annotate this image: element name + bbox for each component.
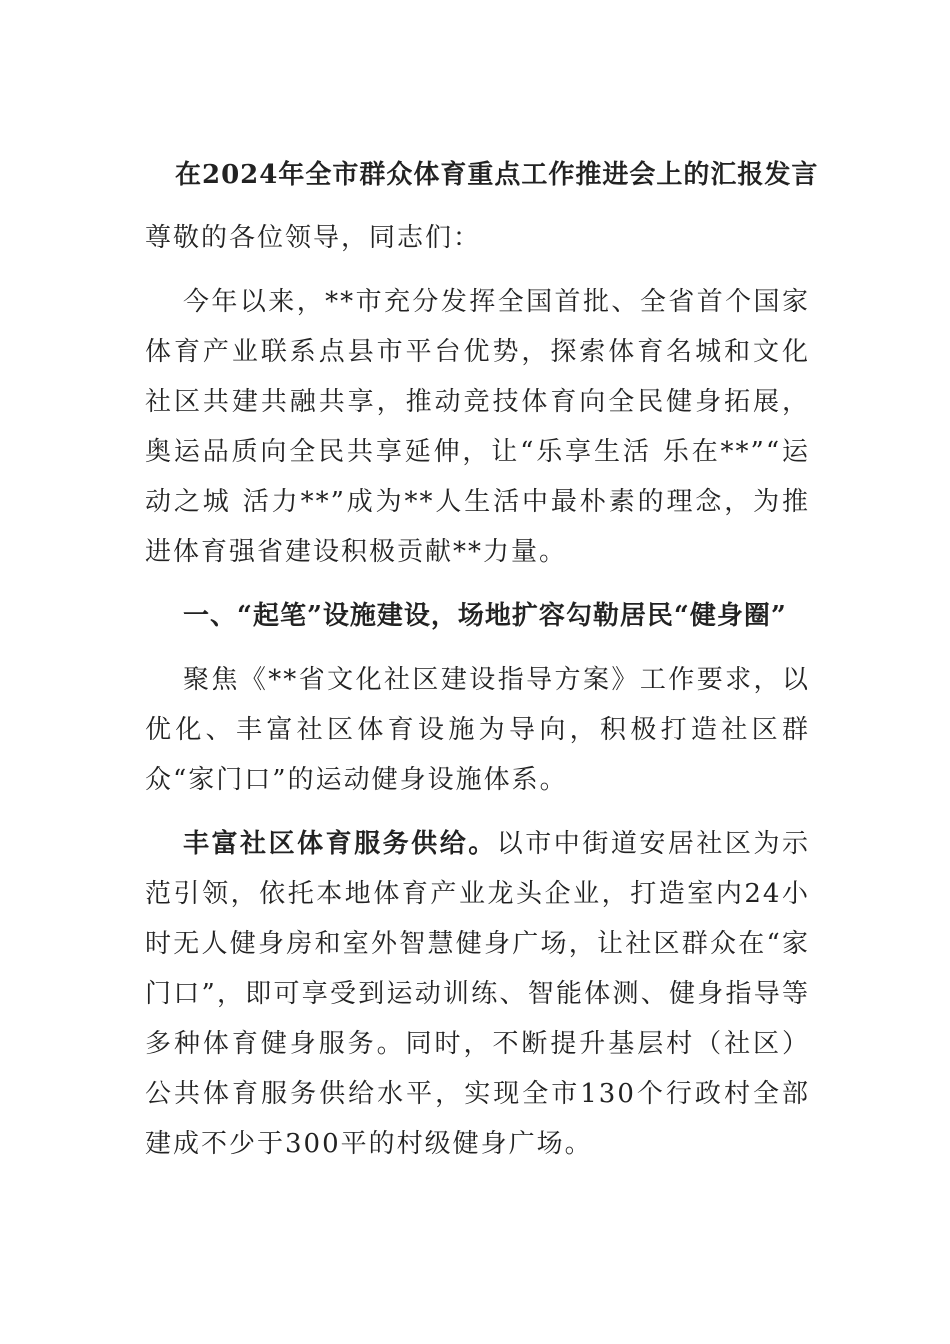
document-body <box>145 150 819 1183</box>
item-lead: 丰富社区体育服务供给。 <box>183 829 497 859</box>
item-body: 以市中街道安居社区为示范引领，依托本地体育产业龙头企业，打造室内24小时无人健身房和室外智慧健身广场，让社区群众在“家门口”，即可享受到运动训练、智能体测、健身指导等多种体育健身服务。同时，不断提升基层村（社区）公共体育服务供给水平，实现全市130个行政村全部建成不少于300平的村级健身广场。 <box>145 829 810 1159</box>
section-heading-1: 一、“起笔”设施建设，场地扩容勾勒居民“健身圈” <box>183 601 787 631</box>
document-title: 在2024年全市群众体育重点工作推进会上的汇报发言 <box>175 160 819 190</box>
section-1-item-1 <box>145 819 810 1169</box>
section-1-intro: 聚焦《**省文化社区建设指导方案》工作要求，以优化、丰富社区体育设施为导向，积极打造社区群众“家门口”的运动健身设施体系。 <box>145 665 810 795</box>
intro-paragraph: 今年以来，**市充分发挥全国首批、全省首个国家体育产业联系点县市平台优势，探索体育名城和文化社区共建共融共享，推动竞技体育向全民健身拓展，奥运品质向全民共享延伸，让“乐享生活 乐在**”“运动之城 活力**”成为**人生活中最朴素的理念，为推进体育强省建设积极贡献**力量。 <box>145 287 810 567</box>
salutation: 尊敬的各位领导，同志们： <box>145 223 482 253</box>
